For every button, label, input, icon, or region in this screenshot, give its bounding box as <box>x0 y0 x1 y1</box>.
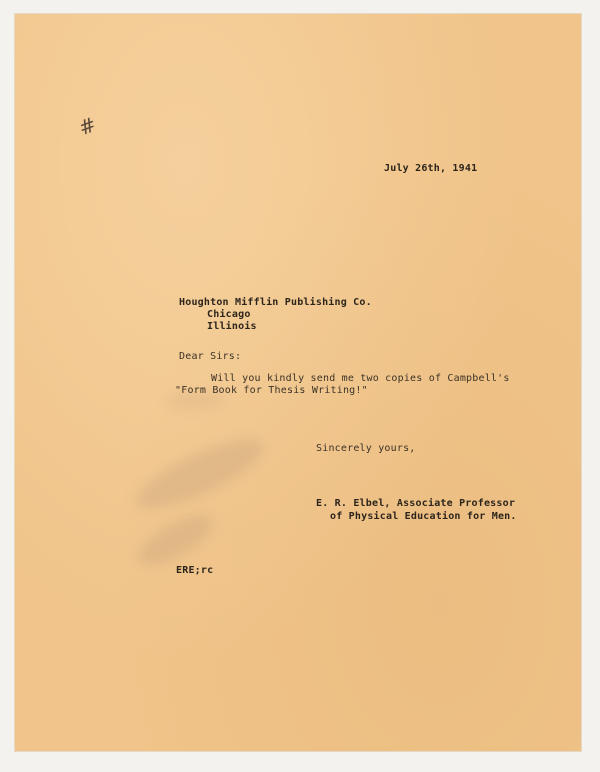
letter-page <box>15 14 581 751</box>
recipient-name: Houghton Mifflin Publishing Co. <box>179 297 372 308</box>
body-line-2: "Form Book for Thesis Writing!" <box>175 385 368 396</box>
salutation: Dear Sirs: <box>179 351 242 362</box>
recipient-state: Illinois <box>207 321 257 332</box>
signature-name: E. R. Elbel, Associate Professor <box>316 498 516 509</box>
handwritten-mark: # <box>75 111 100 141</box>
recipient-city: Chicago <box>207 309 251 320</box>
smudge-mark <box>128 426 272 521</box>
reference-initials: ERE;rc <box>176 565 214 576</box>
closing: Sincerely yours, <box>316 443 416 454</box>
letter-date: July 26th, 1941 <box>384 163 478 174</box>
signature-title: of Physical Education for Men. <box>330 511 517 522</box>
body-line-1: Will you kindly send me two copies of Campbell's <box>211 373 510 384</box>
